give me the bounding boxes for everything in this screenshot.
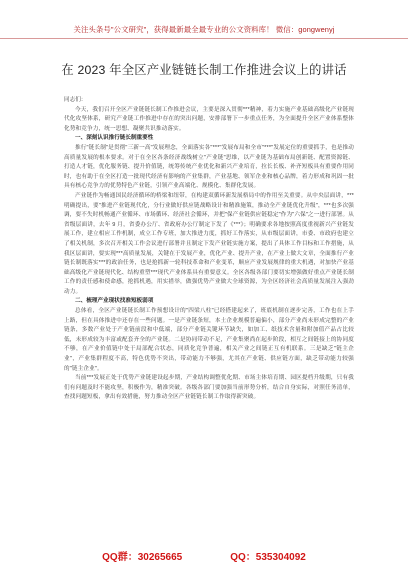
- salutation: 同志们：: [64, 97, 87, 103]
- footer-qq-group: QQ群：30265665: [102, 552, 183, 563]
- paragraph-policy-background: 产业链作为畅通国民经济循环的桥梁和纽带，在构建双循环新发展格局中的作用至关重要。从中央层面讲，***明确提出，要"推进产业链现代化，分行业做好供应链战略设计和精准施策，推动全产业链优化升级"，***也多次强调，要不失时机畅通产业循环、市场循环、经济社会循环，并把"保产业链供应链稳定"作为"六保"之一进行部署。从省级层面讲，去年 9 月，省委办公厅、省政府办公厅制定下发了《***》；明确要求各地按照高度重视新兴产业链发展工作，建立相应工作机制，成立工作专班，加大推进力度，抓好工作落实，从市级层面讲，市委、市政府也建立了相关机制，多次召开相关工作会议进行部署并且制定下发产业链实施方案，提出了具体工作目标和工作措施，从我区层面讲，要实现***高质量发展，关键在于发展产业，优化产业、提升产业，在产业上做大文章，全面推行产业链长制既落实***的政治任务，也是抢抓新一轮科技革命和产业变革，顺应产业发展规律的重大机遇，对加快产业基础高级化产业链现代化、结构重塑***现代产业体系具有重要意义。全区各级各部门要切实增强做好重点产业链长制工作的责任感和使命感，抢抓机遇，用实措举，做强优势产业做大全球资源，为全区经济社会高质量发展注入强劲动力。: [64, 192, 354, 295]
- footer-qq: QQ：535304092: [230, 552, 306, 563]
- section-heading-1: 一、深刻认识推行链长制重要性: [75, 135, 154, 142]
- document-title: 在 2023 年全区产业链链长制工作推进会议上的讲话: [61, 63, 347, 77]
- paragraph-intro: 今天，我们召开全区产业链链长制工作推进会议，主要是深入贯彻***精神，着力实施产业基础高级化产业链现代化攻坚体系，研究产业链工作推进中存在的突出问题，安排部署下一步重点任务，为全面提升全区产业体系整体化势和竞争力，统一思想、凝聚共识推动落实。: [64, 106, 354, 132]
- paragraph-development-stage: 当前***发展正处于优势产业链建设起步期，产业结构调整优化期、市场主体培育期、园区提档升级期，只有我们有问题及时不能攻坚，积极作为，精准突破。各级各部门要加强当前形势分析，结合自身实际，对照任务清单，查找问题短板，拿出有效措施，努力推动全区产业链链长制工作取得新突破。: [64, 375, 354, 401]
- document-body: [64, 96, 354, 403]
- paragraph-chain-leader-role: 推行"链长制"是贯彻"三新一高"发展理念，全面落实各"***"发展布局和全市"***"发展定位的重要抓手，也是推动高质量发展的根本要求。对于在全区各条经济战线树立"产业链"思维，以产业链为基础布局创新链、配置资源链、打造人才链，优化服务链、提升价值链，统筹传统产业优化和新兴产业培育，拉长长板、补齐短板具有重要作用同时，也有助于在全区打造一批现代经济有影响的产业集群，产业基地、领军企业和核心品牌，着力形成和巩固一批具有核心竞争力的优势特色产业链，引领产业高端化、规模化、集群化发展。: [64, 144, 354, 190]
- paragraph-current-issues: 总体看，全区产业链链长制工作预想设计的"四梁八柱"已经搭建起来了，班底机制在逐步完善，工作也在上手上路，但在具体推进中还存在一些问题。一是产业链条短，本土企业规模普遍偏小，部分产业尚未形成完整的产业链条，多数产业处于产业链前段和中低端，部分产业链关键环节缺失，如加工、纸技术含量和附加值产品占比较低，未形成较为丰富或配套齐全的产业链。二是协同带动不足，产业集聚尚在起步阶段，相互之间链接上的协同度不够，在产业价值链中处于局部配合状态，同质化竞争普遍，相关产业之间链正互有机联系。三是缺乏"链主企业"，产业集群程度不高，特色优势不突出，带动能力不够强，尤其在产业链、供应链方面，缺乏带动能力较强的"链主企业"。: [64, 308, 354, 372]
- section-heading-2: 二、梳理产业现状找准短板弱项: [75, 298, 154, 305]
- footer-contact: [0, 548, 408, 563]
- header-banner-text: 关注头条号"公文研究"，获得最新最全最专业的公文资料库！ 微信：gongwenyj: [73, 24, 335, 34]
- header-banner: [0, 20, 408, 39]
